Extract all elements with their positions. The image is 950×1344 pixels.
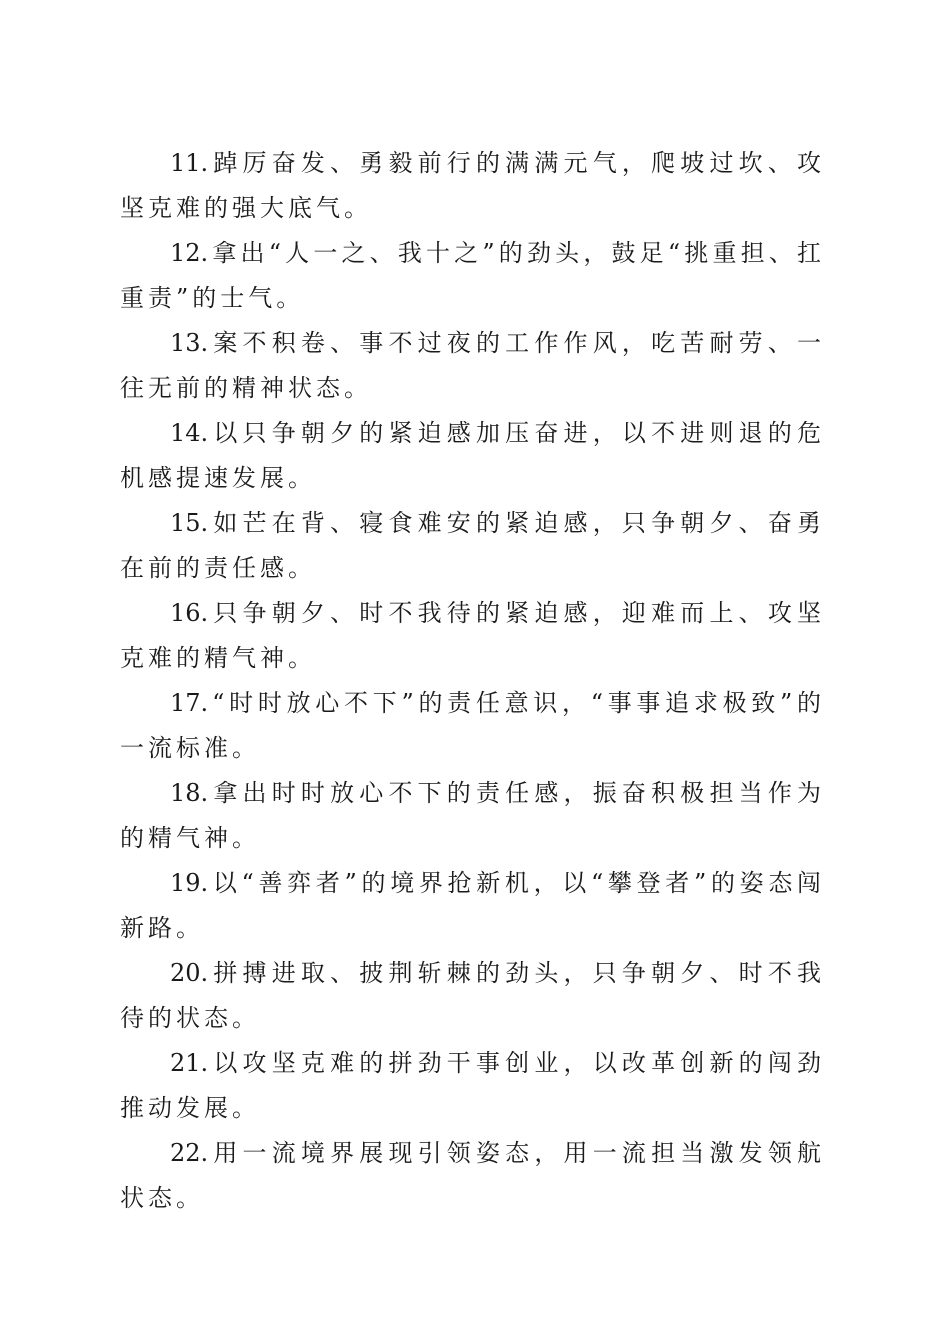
item-number: 20. [170, 959, 209, 987]
list-item-15 [120, 501, 825, 591]
list-item-16 [120, 591, 825, 681]
item-number: 21. [170, 1049, 209, 1077]
item-text: 案不积卷、事不过夜的工作作风，吃苦耐劳、一往无前的精神状态。 [120, 329, 825, 402]
list-item-20 [120, 951, 825, 1041]
item-text: 踔厉奋发、勇毅前行的满满元气，爬坡过坎、攻坚克难的强大底气。 [120, 149, 825, 222]
list-item-13 [120, 321, 825, 411]
item-number: 22. [170, 1139, 209, 1167]
list-item-22 [120, 1131, 825, 1221]
list-item-19 [120, 861, 825, 951]
item-number: 16. [170, 599, 209, 627]
item-number: 18. [170, 779, 209, 807]
item-number: 19. [170, 869, 209, 897]
item-number: 14. [170, 419, 209, 447]
item-text: 以攻坚克难的拼劲干事创业，以改革创新的闯劲推动发展。 [120, 1049, 825, 1122]
item-text: 以“善弈者”的境界抢新机，以“攀登者”的姿态闯新路。 [120, 869, 825, 942]
item-text: 如芒在背、寝食难安的紧迫感，只争朝夕、奋勇在前的责任感。 [120, 509, 825, 582]
item-number: 17. [170, 689, 209, 717]
item-number: 13. [170, 329, 209, 357]
item-number: 11. [170, 149, 209, 177]
list-item-11 [120, 141, 825, 231]
item-number: 12. [170, 239, 209, 267]
item-number: 15. [170, 509, 209, 537]
list-item-17 [120, 681, 825, 771]
item-text: 拼搏进取、披荆斩棘的劲头，只争朝夕、时不我待的状态。 [120, 959, 825, 1032]
list-item-21 [120, 1041, 825, 1131]
item-list [120, 141, 825, 1221]
item-text: 拿出时时放心不下的责任感，振奋积极担当作为的精气神。 [120, 779, 825, 852]
list-item-12 [120, 231, 825, 321]
item-text: 用一流境界展现引领姿态，用一流担当激发领航状态。 [120, 1139, 825, 1212]
item-text: 以只争朝夕的紧迫感加压奋进，以不进则退的危机感提速发展。 [120, 419, 825, 492]
item-text: 只争朝夕、时不我待的紧迫感，迎难而上、攻坚克难的精气神。 [120, 599, 825, 672]
list-item-14 [120, 411, 825, 501]
list-item-18 [120, 771, 825, 861]
item-text: 拿出“人一之、我十之”的劲头，鼓足“挑重担、扛重责”的士气。 [120, 239, 825, 312]
item-text: “时时放心不下”的责任意识，“事事追求极致”的一流标准。 [120, 689, 825, 762]
